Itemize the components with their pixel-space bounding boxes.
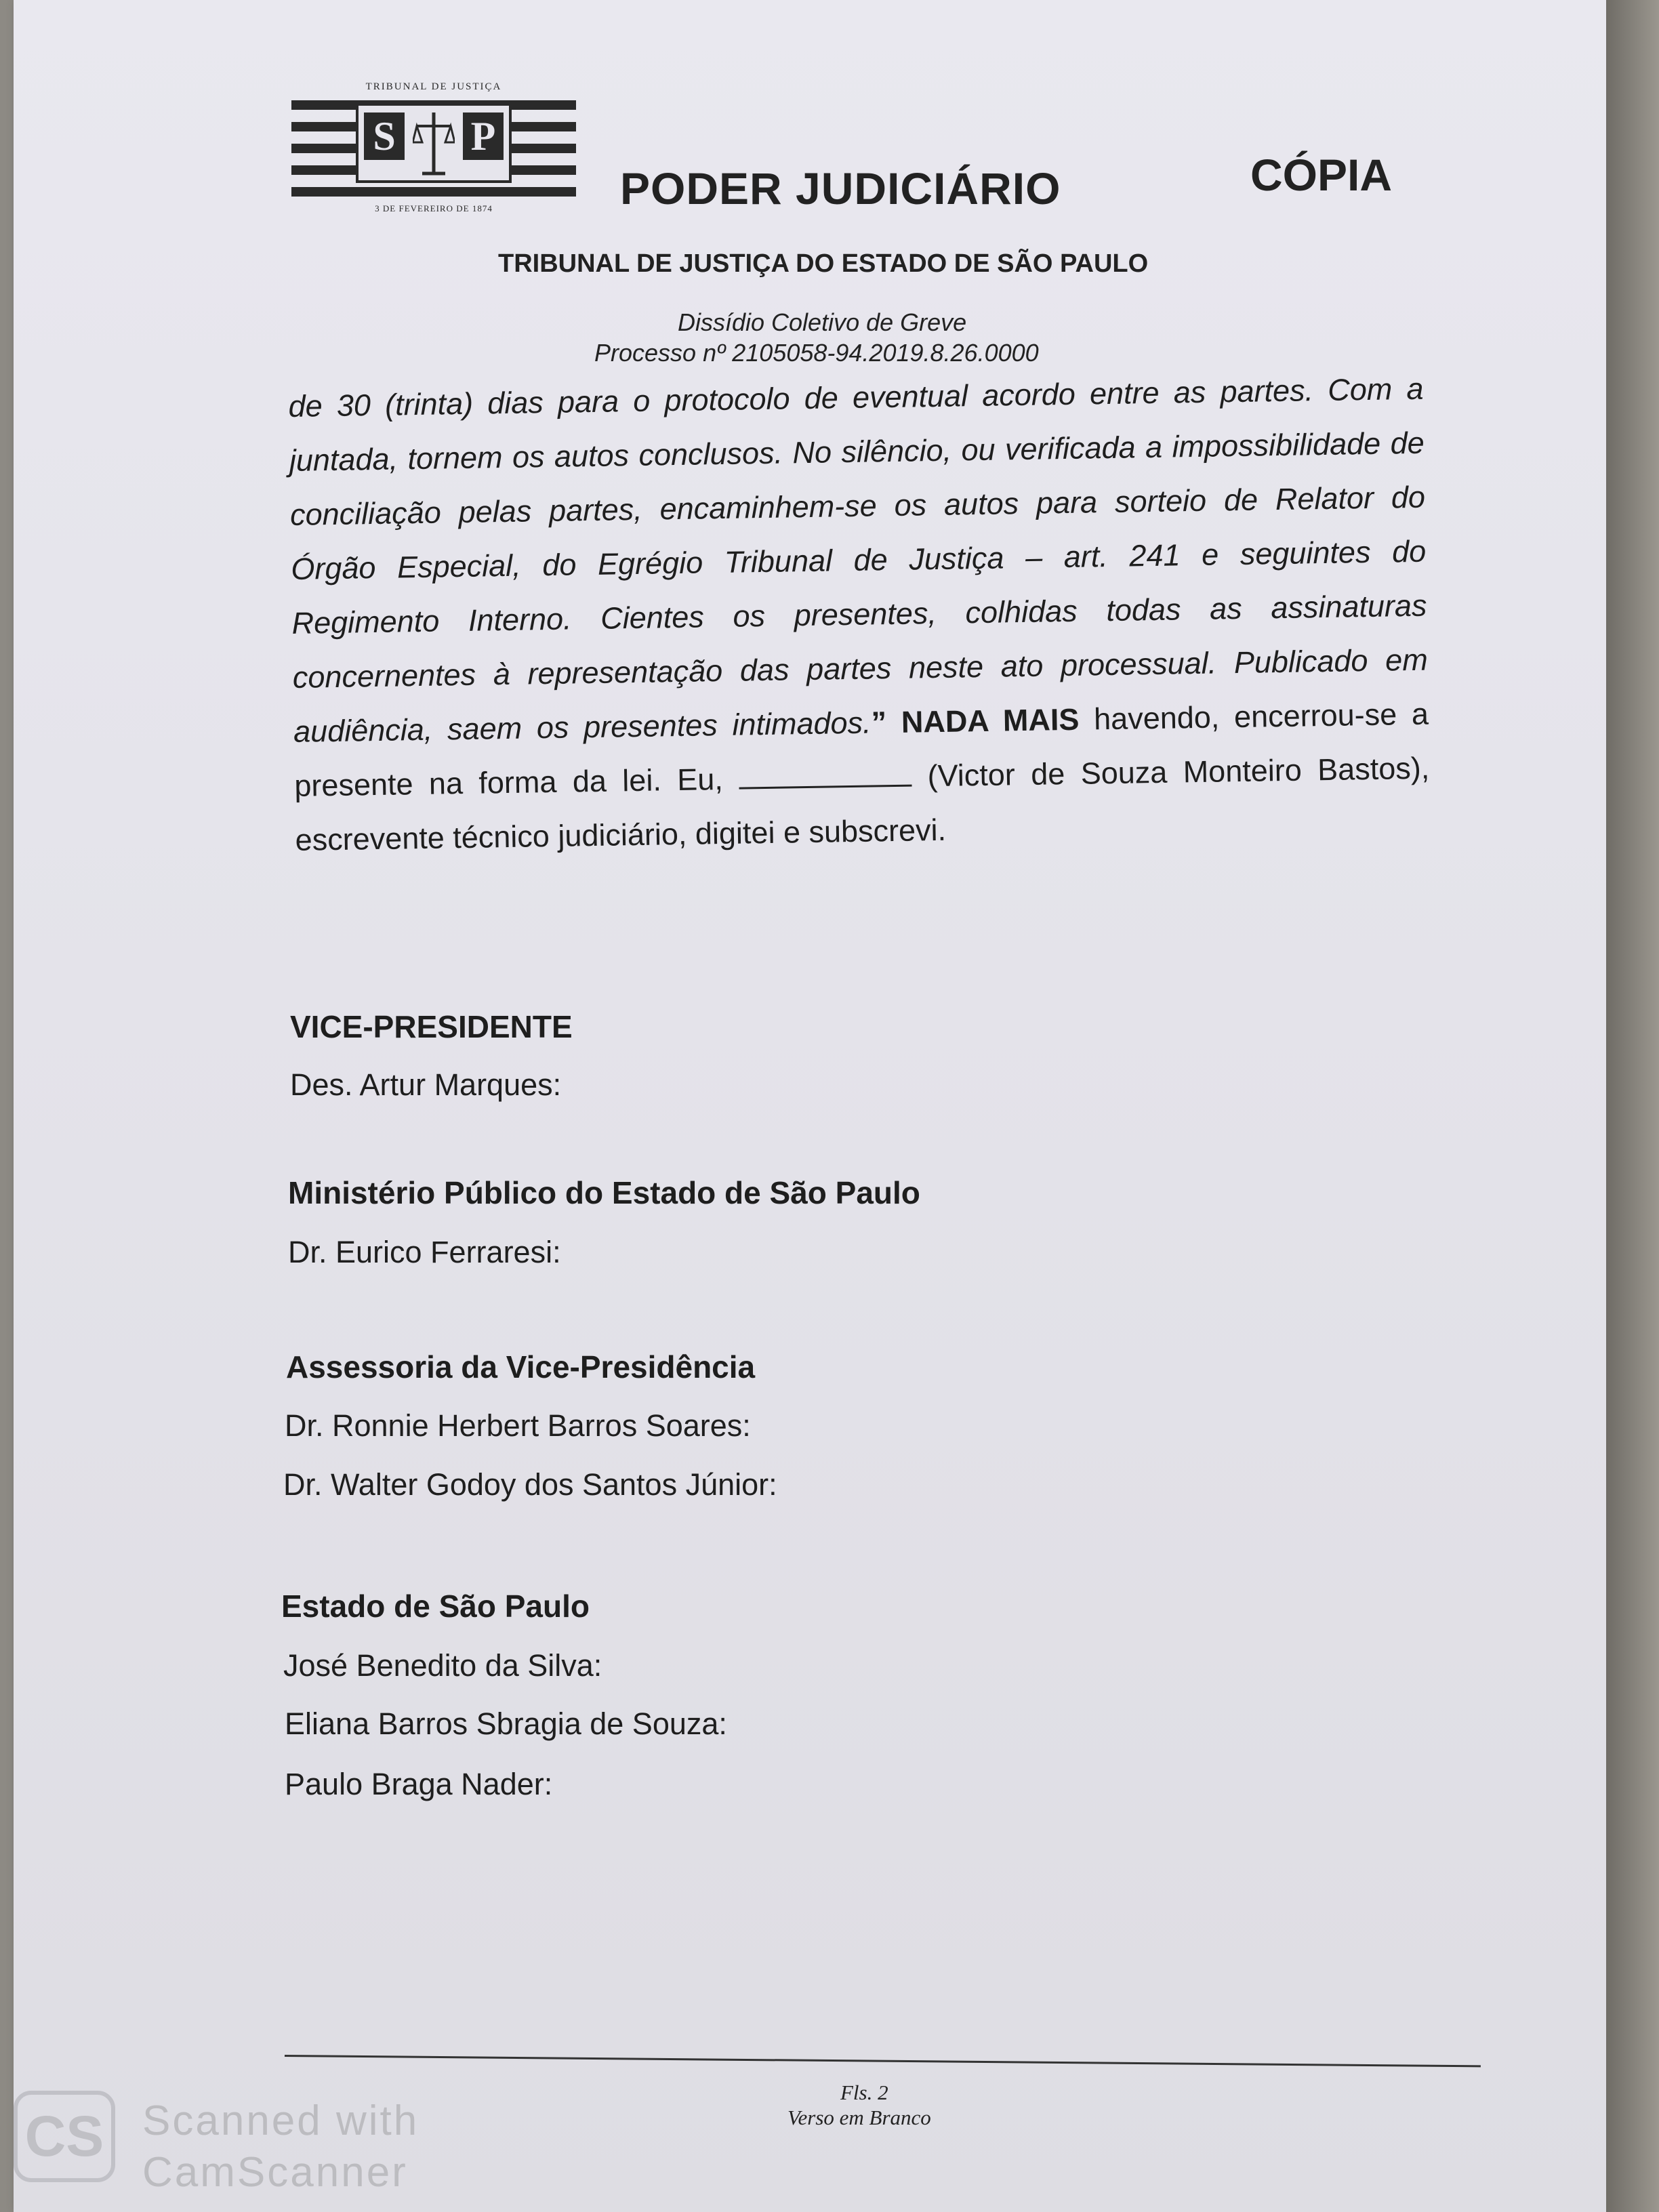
signatory-name: Paulo Braga Nader: <box>285 1767 553 1801</box>
page-title: PODER JUDICIÁRIO <box>620 163 1061 213</box>
signatory-name: Des. Artur Marques: <box>290 1067 562 1102</box>
scales-of-justice-icon <box>413 108 455 179</box>
court-name: TRIBUNAL DE JUSTIÇA DO ESTADO DE SÃO PAULO <box>498 249 1149 278</box>
ministerio-publico-heading: Ministério Público do Estado de São Paulo <box>288 1175 920 1210</box>
assessoria-heading: Assessoria da Vice-Presidência <box>286 1349 756 1385</box>
case-type: Dissídio Coletivo de Greve <box>678 308 967 336</box>
verso-note: Verso em Branco <box>787 2106 931 2129</box>
logo-letter-s: S <box>364 112 405 160</box>
closing-text: havendo, encerrou-se a presente na forma da lei. Eu, <box>294 696 1429 803</box>
logo-shield <box>356 103 512 183</box>
copy-stamp: CÓPIA <box>1250 150 1393 200</box>
background-edge <box>1606 0 1659 2212</box>
body-italic-text: de 30 (trinta) dias para o protocolo de eventual acordo entre as partes. Com a juntada, tornem os autos conclusos. No silêncio, ou verificada a impossibilidade de conciliação pelas partes, encaminhem-se os autos para sorteio de Relator do Órgão Especial, do Egrégio Tribunal de Justiça – art. 241 e seguintes do Regimento Interno. Cientes os presentes, colhidas todas as assinaturas concernentes à representação das partes neste ato processual. Publicado em audiência, saem os presentes intimados. <box>288 371 1429 749</box>
clerk-signature-line <box>739 764 912 790</box>
signatory-name: Dr. Ronnie Herbert Barros Soares: <box>285 1408 751 1443</box>
logo-top-text: TRIBUNAL DE JUSTIÇA <box>365 81 502 92</box>
signatory-name: Dr. Eurico Ferraresi: <box>288 1235 561 1269</box>
court-logo <box>291 75 576 230</box>
signatory-name: Dr. Walter Godoy dos Santos Júnior: <box>283 1467 777 1502</box>
logo-bottom-text: 3 DE FEVEREIRO DE 1874 <box>375 203 493 213</box>
vice-presidente-heading: VICE-PRESIDENTE <box>290 1009 573 1044</box>
watermark-line1: Scanned with <box>142 2097 419 2144</box>
signatory-name: José Benedito da Silva: <box>283 1648 602 1683</box>
camscanner-watermark <box>142 2095 419 2198</box>
page-number: Fls. 2 <box>840 2081 888 2104</box>
estado-heading: Estado de São Paulo <box>281 1589 590 1624</box>
case-number: Processo nº 2105058-94.2019.8.26.0000 <box>594 339 1039 367</box>
camscanner-logo-icon: CS <box>14 2091 115 2182</box>
logo-stripe <box>291 187 576 197</box>
clerk-text: (Victor de Souza Monteiro Bastos), escrevente técnico judiciário, digitei e subscrevi. <box>295 750 1430 857</box>
closing-bold-text: ” NADA MAIS <box>871 701 1080 740</box>
signatory-name: Eliana Barros Sbragia de Souza: <box>285 1706 727 1741</box>
logo-letter-p: P <box>463 112 504 160</box>
body-paragraph <box>288 362 1431 867</box>
watermark-line2: CamScanner <box>142 2149 408 2196</box>
